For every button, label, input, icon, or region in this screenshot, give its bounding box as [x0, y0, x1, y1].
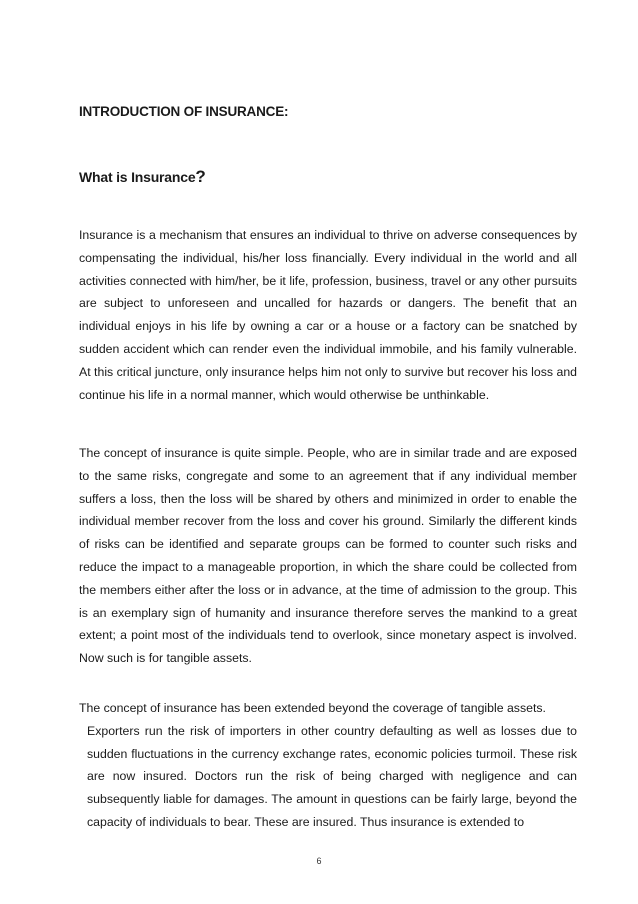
paragraph-extension-first-line: The concept of insurance has been extended beyond the coverage of tangible assets. — [79, 701, 546, 715]
paragraph-definition: Insurance is a mechanism that ensures an individual to thrive on adverse consequences by compensating the individual, his/her loss financially. Every individual in the world and all activities connected with him/her, be it life, profession, business, travel or any other pursuits are subject to unforeseen and uncalled for hazards or dangers. The benefit that an individual enjoys in his life by owning a car or a house or a factory can be snatched by sudden accident which can render even the individual immobile, and his family vulnerable. At this critical juncture, only insurance helps him not only to survive but recover his loss and continue his life in a normal manner, which would otherwise be unthinkable. — [79, 228, 577, 402]
subheading-question-mark: ? — [195, 167, 206, 186]
page-heading: INTRODUCTION OF INSURANCE: — [79, 104, 289, 119]
subheading-text: What is Insurance — [79, 169, 196, 185]
paragraph-concept: The concept of insurance is quite simple. People, who are in similar trade and are exposed to the same risks, congregate and some to an agreement that if any individual member suffers a loss, then the loss will be shared by others and minimized in order to enable the individual member recover from the loss and cover his ground. Similarly the different kinds of risks can be identified and separate groups can be formed to counter such risks and reduce the impact to a manageable proportion, in which the share could be collected from the members either after the loss or in advance, at the time of admission to the group. This is an exemplary sign of humanity and insurance therefore serves the mankind to a great extent; a point most of the individuals tend to overlook, since monetary aspect is involved. Now such is for tangible assets. — [79, 446, 577, 666]
paragraph-extension — [79, 697, 577, 834]
section-subheading — [79, 167, 206, 187]
page-number: 6 — [316, 856, 322, 866]
paragraph-extension-body: Exporters run the risk of importers in other country defaulting as well as losses due to sudden fluctuations in the currency exchange rates, economic policies turmoil. These risk are now insured. Doctors run the risk of being charged with negligence and can subsequently liable for damages. The amount in questions can be fairly large, beyond the capacity of individuals to bear. These are insured. Thus insurance is extended to — [87, 723, 577, 829]
